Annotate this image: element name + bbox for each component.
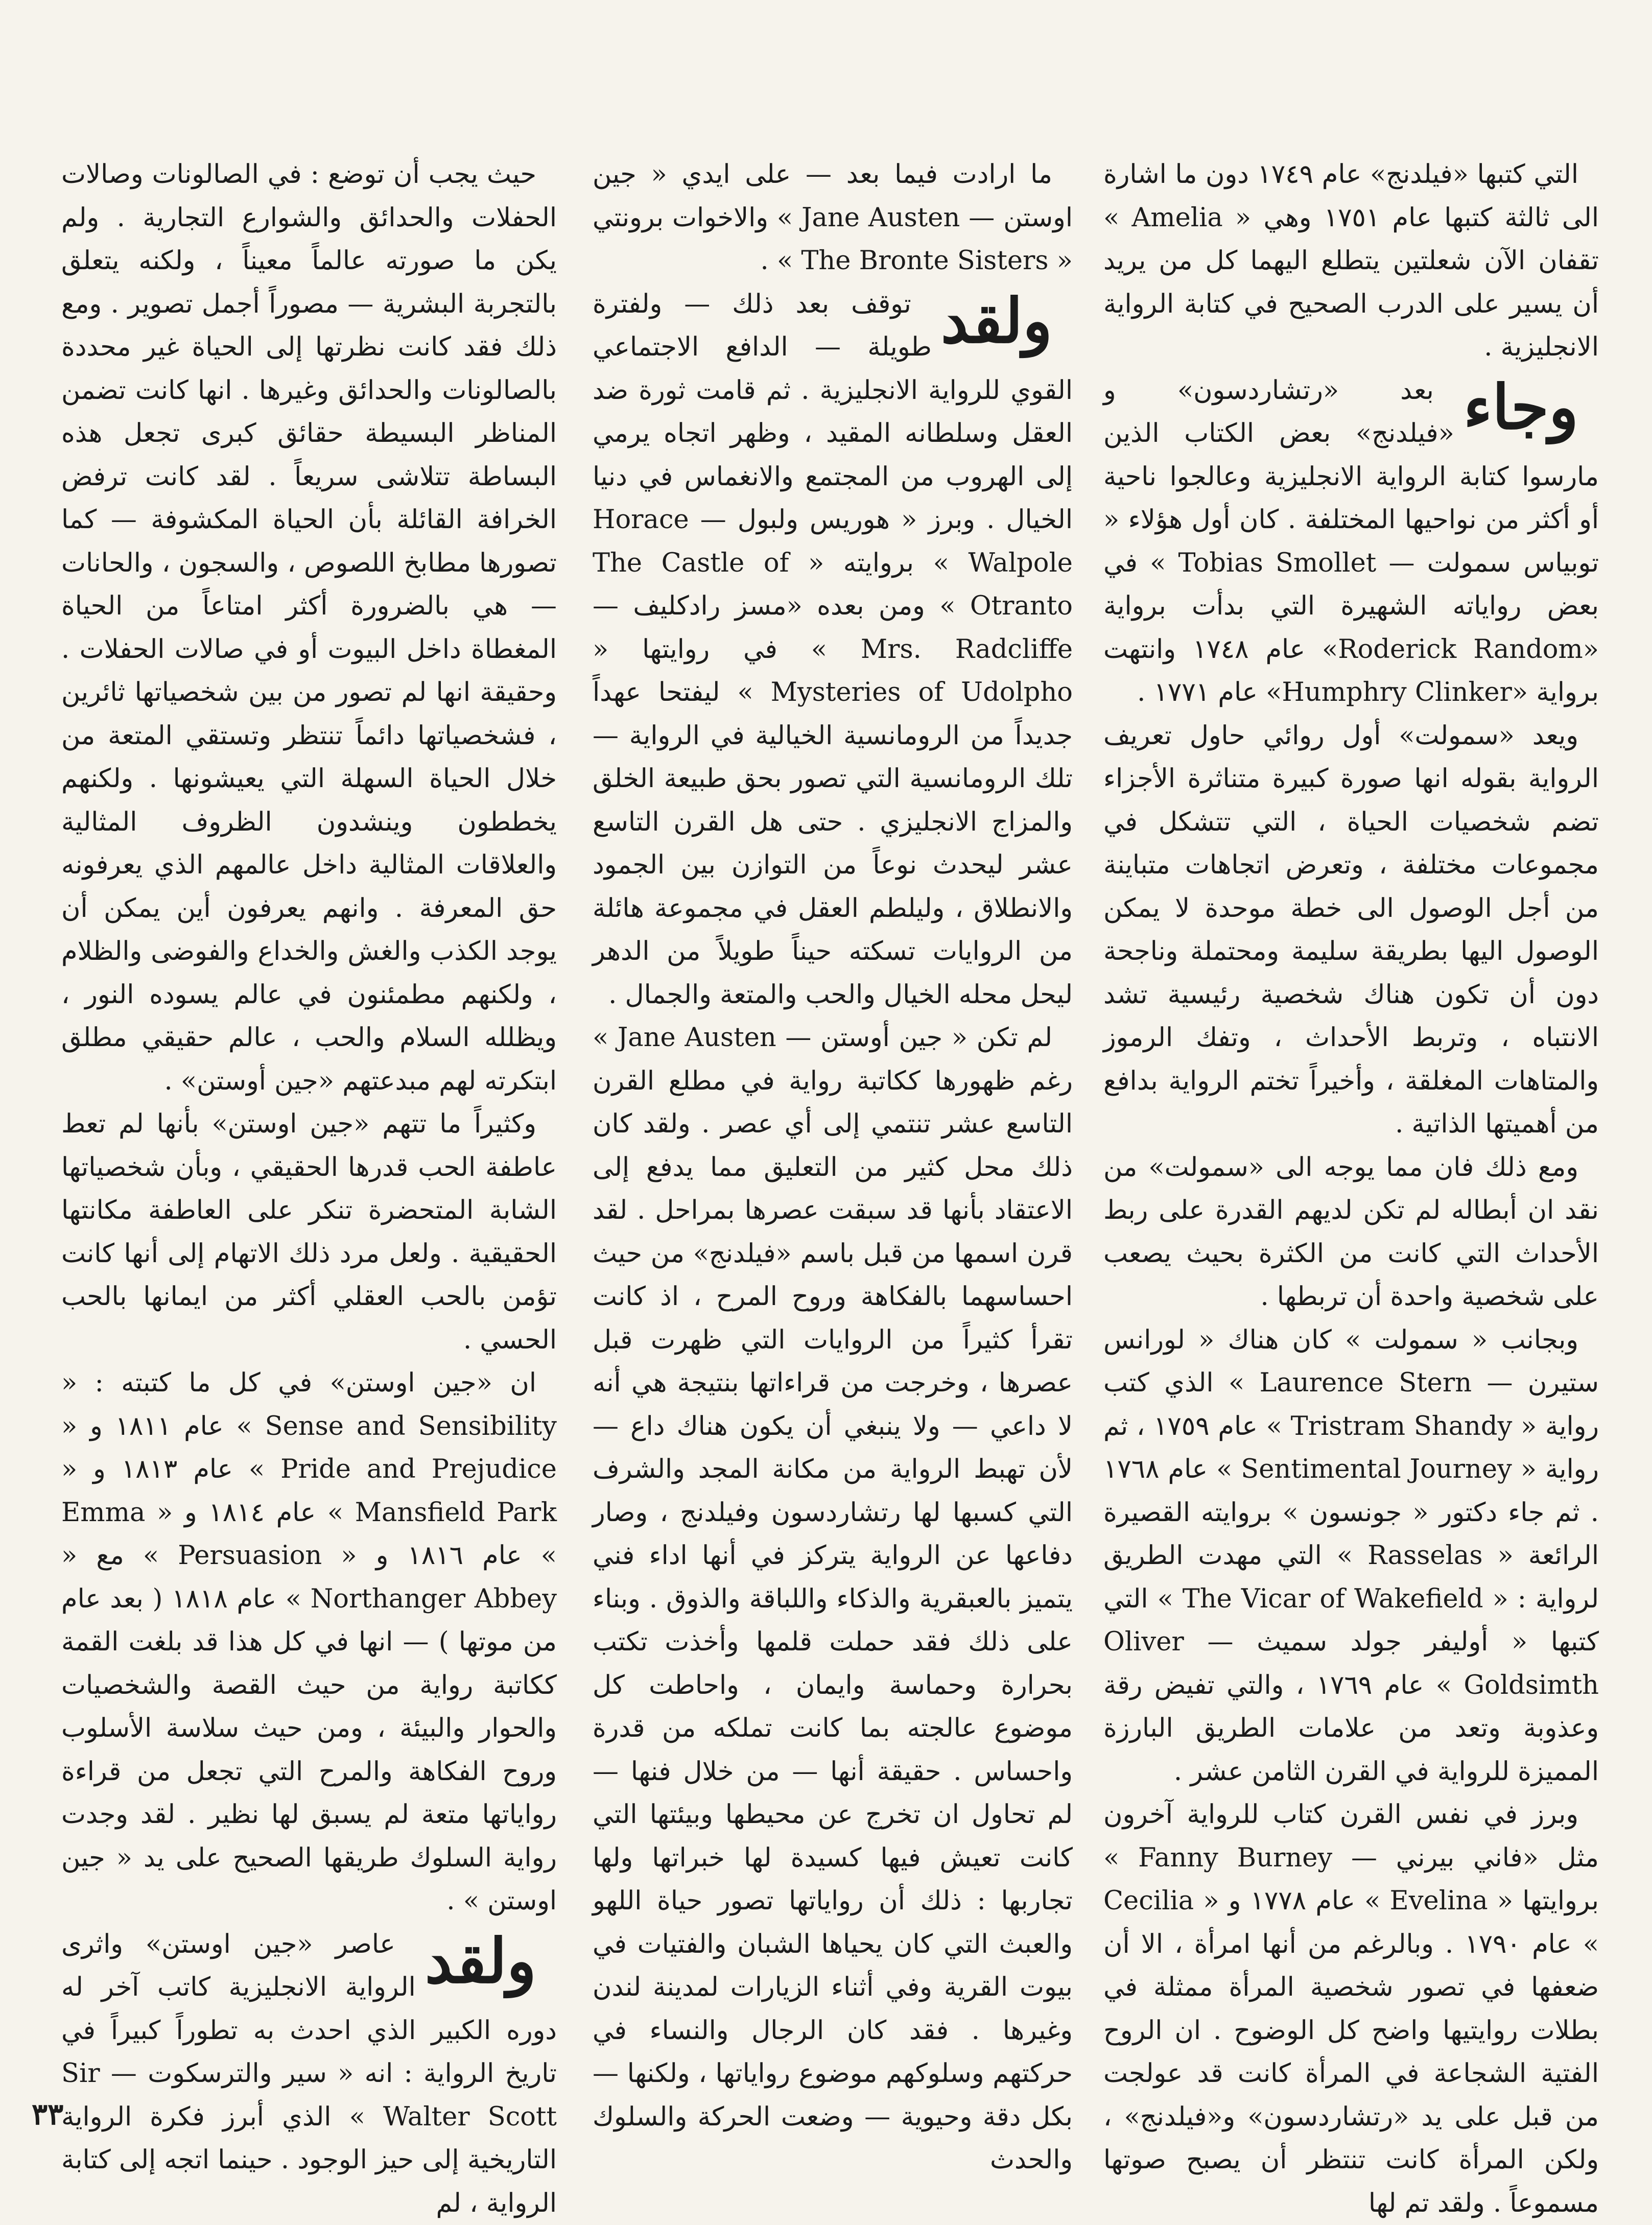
text-column-middle [593, 153, 1073, 2110]
paragraph: ان «جين اوستن» في كل ما كتبته : « Sense and Sensibility » عام ١٨١١ و « Pride and Prejudice » عام ١٨١٣ و « Mansfield Park » عام ١٨١٤ و « Emma » عام ١٨١٦ و « Persuasion » مع « Northanger Abbey » عام ١٨١٨ ( بعد عام من موتها ) — انها في كل هذا قد بلغت القمة ككاتبة رواية من حيث القصة والشخصيات والحوار والبيئة ، ومن حيث سلاسة الأسلوب وروح الفكاهة والمرح التي تجعل من قراءة رواياتها متعة لم يسبق لها نظير . لقد وجدت رواية السلوك طريقها الصحيح على يد « جين اوستن » . [61, 1362, 557, 1923]
lead-word: ولقد [425, 1923, 557, 2000]
paragraph: حيث يجب أن توضع : في الصالونات وصالات الحفلات والحدائق والشوارع التجارية . ولم يكن ما صورته عالماً معيناً ، ولكنه يتعلق بالتجربة البشرية — مصوراً أجمل تصوير . ومع ذلك فقد كانت نظرتها إلى الحياة غير محددة بالصالونات والحدائق وغيرها . انها كانت تضمن المناظر البسيطة حقائق كبرى تجعل هذه البساطة تتلاشى سريعاً . لقد كانت ترفض الخرافة القائلة بأن الحياة المكشوفة — كما تصورها مطابخ اللصوص ، والسجون ، والحانات — هي بالضرورة أكثر امتاعاً من الحياة المغطاة داخل البيوت أو في صالات الحفلات . وحقيقة انها لم تصور من بين شخصياتها ثائرين ، فشخصياتها دائماً تنتظر وتستقي المتعة من خلال الحياة السهلة التي يعيشونها . ولكنهم يخططون وينشدون الظروف المثالية والعلاقات المثالية داخل عالمهم الذي يعرفونه حق المعرفة . وانهم يعرفون أين يمكن أن يوجد الكذب والغش والخداع والفوضى والظلام ، ولكنهم مطمئنون في عالم يسوده النور ، ويظلله السلام والحب ، عالم حقيقي مطلق ابتكرته لهم مبدعتهم «جين أوستن» . [61, 153, 557, 1103]
paragraph [593, 283, 1073, 1017]
paragraph: وبجانب « سمولت » كان هناك « لورانس ستيرن — Laurence Stern » الذي كتب رواية « Tristram Shandy » عام ١٧٥٩ ، ثم رواية « Sentimental Journey » عام ١٧٦٨ . ثم جاء دكتور « جونسون » بروايته القصيرة الرائعة « Rasselas » التي مهدت الطريق لرواية : « The Vicar of Wakefield » التي كتبها « أوليفر جولد سميث — Oliver Goldsimth » عام ١٧٦٩ ، والتي تفيض رقة وعذوبة وتعد من علامات الطريق البارزة المميزة للرواية في القرن الثامن عشر . [1103, 1319, 1599, 1794]
paragraph: وبرز في نفس القرن كتاب للرواية آخرون مثل «فاني بيرني — Fanny Burney » بروايتها « Evelina » عام ١٧٧٨ و « Cecilia » عام ١٧٩٠ . وبالرغم من أنها امرأة ، الا أن ضعفها في تصور شخصية المرأة ممثلة في بطلات روايتيها واضح كل الوضوح . ان الروح الفتية الشجاعة في المرأة كانت قد عولجت من قبل على يد «رتشاردسون» و«فيلدنج» ، ولكن المرأة كانت تنتظر أن يصبح صوتها مسموعاً . ولقد تم لها [1103, 1793, 1599, 2225]
text-column-left [61, 153, 557, 2110]
paragraph-text: عاصر «جين اوستن» واثرى الرواية الانجليزية كاتب آخر له دوره الكبير الذي احدث به تطوراً كبيراً في تاريخ الرواية : انه « سير والترسكوت — Sir Walter Scott » الذي أبرز فكرة الرواية التاريخية إلى حيز الوجود . حينما اتجه إلى كتابة الرواية ، لم [61, 1929, 557, 2218]
paragraph [1103, 369, 1599, 715]
lead-word: ولقد [941, 283, 1073, 360]
page-number: ٣٣ [32, 2097, 63, 2132]
paragraph: ويعد «سمولت» أول روائي حاول تعريف الرواية بقوله انها صورة كبيرة متناثرة الأجزاء تضم شخصيات الحياة ، التي تتشكل في مجموعات مختلفة ، وتعرض اتجاهات متباينة من أجل الوصول الى خطة موحدة لا يمكن الوصول اليها بطريقة سليمة ومحتملة وناجحة دون أن تكون هناك شخصية رئيسية تشد الانتباه ، وتربط الأحداث ، وتفك الرموز والمتاهات المغلقة ، وأخيراً تختم الرواية بدافع من أهميتها الذاتية . [1103, 715, 1599, 1146]
text-column-right [1103, 153, 1599, 2110]
paragraph: لم تكن « جين أوستن — Jane Austen » رغم ظهورها ككاتبة رواية في مطلع القرن التاسع عشر تنتمي إلى أي عصر . ولقد كان ذلك محل كثير من التعليق مما يدفع إلى الاعتقاد بأنها قد سبقت عصرها بمراحل . لقد قرن اسمها من قبل باسم «فيلدنج» من حيث احساسهما بالفكاهة وروح المرح ، اذ كانت تقرأ كثيراً من الروايات التي ظهرت قبل عصرها ، وخرجت من قراءاتها بنتيجة هي أنه لا داعي — ولا ينبغي أن يكون هناك داع — لأن تهبط الرواية من مكانة المجد والشرف التي كسبها لها رتشاردسون وفيلدنج ، وصار دفاعها عن الرواية يتركز في أنها اداء فني يتميز بالعبقرية والذكاء واللباقة والذوق . وبناء على ذلك فقد حملت قلمها وأخذت تكتب بحرارة وحماسة وايمان ، واحاطت كل موضوع عالجته بما كانت تملكه من قدرة واحساس . حقيقة أنها — من خلال فنها — لم تحاول ان تخرج عن محيطها وبيئتها التي كانت تعيش فيها كسيدة لها خبراتها ولها تجاربها : ذلك أن رواياتها تصور حياة اللهو والعبث التي كان يحياها الشبان والفتيات في بيوت القرية وفي أثناء الزيارات لمدينة لندن وغيرها . فقد كان الرجال والنساء في حركتهم وسلوكهم موضوع رواياتها ، ولكنها — بكل دقة وحيوية — وضعت الحركة والسلوك والحدث [593, 1016, 1073, 2182]
paragraph: ومع ذلك فان مما يوجه الى «سمولت» من نقد ان أبطاله لم تكن لديهم القدرة على ربط الأحداث التي كانت من الكثرة بحيث يصعب على شخصية واحدة أن تربطها . [1103, 1146, 1599, 1319]
paragraph [61, 1923, 557, 2225]
paragraph: وكثيراً ما تتهم «جين اوستن» بأنها لم تعط عاطفة الحب قدرها الحقيقي ، وبأن شخصياتها الشابة المتحضرة تنكر على العاطفة مكانتها الحقيقية . ولعل مرد ذلك الاتهام إلى أنها كانت تؤمن بالحب العقلي أكثر من ايمانها بالحب الحسي . [61, 1103, 557, 1362]
paragraph-text: بعد «رتشاردسون» و «فيلدنج» بعض الكتاب الذين مارسوا كتابة الرواية الانجليزية وعالجوا ناحية أو أكثر من نواحيها المختلفة . كان أول هؤلاء « توبياس سمولت — Tobias Smollet » في بعض رواياته الشهيرة التي بدأت برواية «Roderick Random» عام ١٧٤٨ وانتهت برواية «Humphry Clinker» عام ١٧٧١ . [1103, 375, 1599, 708]
lead-word: وجاء [1464, 369, 1599, 446]
paragraph-text: توقف بعد ذلك — ولفترة طويلة — الدافع الاجتماعي القوي للرواية الانجليزية . ثم قامت ثورة ضد العقل وسلطانه المقيد ، وظهر اتجاه يرمي إلى الهروب من المجتمع والانغماس في دنيا الخيال . وبرز « هوريس ولبول — Horace Walpole » بروايته « The Castle of Otranto » ومن بعده «مسز رادكليف — Mrs. Radcliffe » في روايتها « Mysteries of Udolpho » ليفتحا عهداً جديداً من الرومانسية الخيالية في الرواية — تلك الرومانسية التي تصور بحق طبيعة الخلق والمزاج الانجليزي . حتى هل القرن التاسع عشر ليحدث نوعاً من التوازن بين الجمود والانطلاق ، وليلطم العقل في مجموعة هائلة من الروايات تسكته حيناً طويلاً من الدهر ليحل محله الخيال والحب والمتعة والجمال . [593, 289, 1073, 1010]
paragraph: التي كتبها «فيلدنج» عام ١٧٤٩ دون ما اشارة الى ثالثة كتبها عام ١٧٥١ وهي « Amelia » تقفان الآن شعلتين يتطلع اليهما كل من يريد أن يسير على الدرب الصحيح في كتابة الرواية الانجليزية . [1103, 153, 1599, 369]
paragraph: ما ارادت فيما بعد — على ايدي « جين اوستن — Jane Austen » والاخوات برونتي « The Bronte Sisters » . [593, 153, 1073, 283]
